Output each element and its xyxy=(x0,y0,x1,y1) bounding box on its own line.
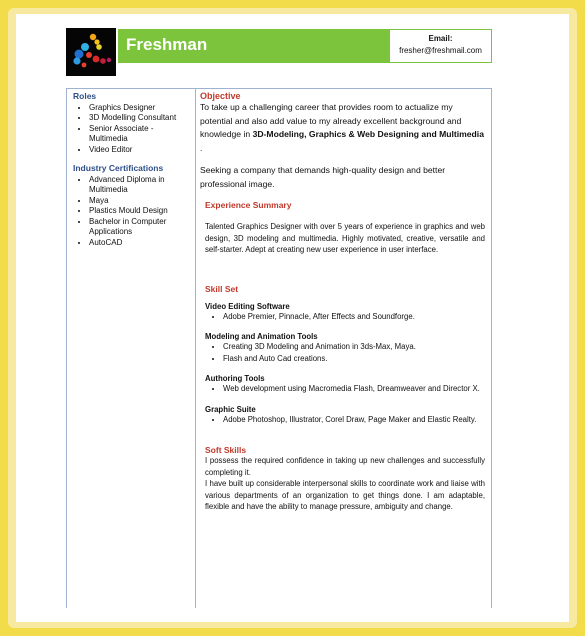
sidebar xyxy=(73,91,191,256)
objective-text: To take up a challenging career that provides room to actualize my potential and also add value to my already excellent background and knowledge in 3D-Modeling, Graphics & Web Designing and Multimedia . xyxy=(200,102,484,153)
main-content xyxy=(200,91,485,513)
list-item: • Plastics Mould Design xyxy=(89,206,191,217)
email-label: Email: xyxy=(428,34,453,43)
roles-heading: Roles xyxy=(73,91,97,101)
list-item: • Flash and Auto Cad creations. xyxy=(223,353,485,365)
list-item: • Creating 3D Modeling and Animation in 3ds-Max, Maya. xyxy=(223,341,485,353)
email-box xyxy=(389,29,492,63)
skills-section xyxy=(200,284,485,426)
skill-list xyxy=(205,341,485,364)
certifications-heading: Industry Certifications xyxy=(73,163,164,173)
experience-section xyxy=(200,200,485,256)
experience-heading: Experience Summary xyxy=(205,200,292,210)
skill-group-title: Graphic Suite xyxy=(205,404,256,414)
list-item: • Adobe Photoshop, Illustrator, Corel Draw, Page Maker and Elastic Realty. xyxy=(223,414,485,426)
experience-text: Talented Graphics Designer with over 5 years of experience in graphics and web design, 3D modeling and multimedia. Highly motivated, creative, versatile and self-starter. Adept at creating new user experience in user interface. xyxy=(205,222,485,254)
skills-heading: Skill Set xyxy=(205,283,239,294)
email-value[interactable]: fresher@freshmail.com xyxy=(399,46,482,55)
list-item: • Senior Associate - Multimedia xyxy=(89,124,191,145)
list-item: • Bachelor in Computer Applications xyxy=(89,217,191,238)
list-item: • Video Editor xyxy=(89,145,191,156)
soft-skills-section xyxy=(200,445,485,513)
list-item: • Adobe Premier, Pinnacle, After Effects and Soundforge. xyxy=(223,311,485,323)
list-item: • Graphics Designer xyxy=(89,103,191,114)
logo-icon xyxy=(66,28,116,76)
soft-skills-text-1: I possess the required confidence in taking up new challenges and successfully completing it. xyxy=(205,456,485,477)
skill-list xyxy=(205,414,485,426)
list-item: • Maya xyxy=(89,196,191,207)
header-bar xyxy=(118,29,492,63)
skill-group-title: Authoring Tools xyxy=(205,374,265,383)
soft-skills-heading: Soft Skills xyxy=(205,445,247,455)
column-divider xyxy=(195,88,196,608)
certifications-list xyxy=(73,175,191,249)
list-item: • 3D Modelling Consultant xyxy=(89,113,191,124)
objective-heading: Objective xyxy=(200,91,241,101)
candidate-name: Freshman xyxy=(126,35,208,54)
objective-text-2: Seeking a company that demands high-quality design and better professional image. xyxy=(200,165,446,189)
soft-skills-text-2: I have built up considerable interpersonal skills to coordinate work and liaise with various departments of an organization to get things done. I am adaptable, flexible and have the ability to manage pressure, ambiguity and change. xyxy=(205,479,485,511)
list-item: • AutoCAD xyxy=(89,238,191,249)
roles-list xyxy=(73,103,191,156)
skill-list xyxy=(205,311,485,323)
skill-group-title: Video Editing Software xyxy=(205,301,290,311)
list-item: • Web development using Macromedia Flash, Dreamweaver and Director X. xyxy=(223,383,485,395)
skill-list xyxy=(205,383,485,395)
list-item: • Advanced Diploma in Multimedia xyxy=(89,175,191,196)
skill-group-title: Modeling and Animation Tools xyxy=(205,332,318,341)
